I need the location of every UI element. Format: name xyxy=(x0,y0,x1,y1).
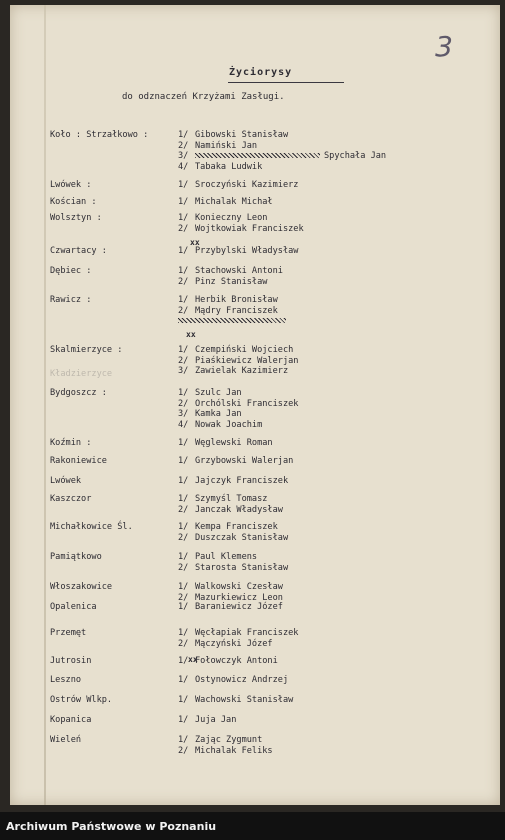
list-item xyxy=(178,180,298,191)
typed-x-mark: xx xyxy=(186,330,196,339)
name-list xyxy=(178,295,290,327)
list-item xyxy=(178,151,386,162)
list-item xyxy=(178,388,298,399)
awardee-name: Sroczyński Kazimierz xyxy=(195,180,299,190)
location-label: Koło : Strzałkowo : xyxy=(50,130,149,140)
list-item xyxy=(178,266,283,277)
item-number: 1/ xyxy=(178,494,189,504)
awardee-name: Janczak Władysław xyxy=(195,504,283,515)
awardee-name: Zawielak Kazimierz xyxy=(195,366,289,376)
list-item xyxy=(178,295,290,306)
awardee-name: Węglewski Roman xyxy=(195,438,273,448)
list-item xyxy=(178,639,298,650)
name-list xyxy=(178,213,304,234)
awardee-name: Walkowski Czesław xyxy=(195,582,283,592)
awardee-name: Kempa Franciszek xyxy=(195,522,278,532)
awardee-name: Mazurkiewicz Leon xyxy=(195,592,283,603)
name-list xyxy=(178,246,298,257)
item-number: 2/ xyxy=(178,745,189,756)
list-item xyxy=(178,130,386,141)
list-item xyxy=(178,420,298,431)
list-item xyxy=(178,345,298,356)
location-label: Ostrów Wlkp. xyxy=(50,695,113,705)
list-item xyxy=(178,582,283,593)
name-list xyxy=(178,628,298,649)
item-number: 2/ xyxy=(178,355,189,366)
name-list xyxy=(178,456,293,467)
location-label: Lwówek xyxy=(50,476,82,486)
location-label: Skalmierzyce : xyxy=(50,345,123,355)
page-number: 3 xyxy=(435,30,453,63)
list-item xyxy=(178,505,283,516)
name-list xyxy=(178,582,283,603)
name-list xyxy=(178,715,236,726)
awardee-name: Ostynowicz Andrzej xyxy=(195,675,289,685)
item-number: 2/ xyxy=(178,223,189,234)
awardee-name: Gibowski Stanisław xyxy=(195,130,289,140)
name-list xyxy=(178,197,273,208)
item-number: 2/ xyxy=(178,305,189,316)
awardee-name: Przybylski Władysław xyxy=(195,246,299,256)
struck-out-line xyxy=(178,316,290,327)
name-list xyxy=(178,695,293,706)
name-list xyxy=(178,522,288,543)
awardee-name: Piaśkiewicz Walerjan xyxy=(195,355,299,366)
list-item xyxy=(178,456,293,467)
item-number: 1/ xyxy=(178,552,189,562)
faded-location: Kładzierzyce xyxy=(50,369,113,379)
list-item xyxy=(178,246,298,257)
awardee-name: Nowak Joachim xyxy=(195,419,263,430)
location-label: Bydgoszcz : xyxy=(50,388,107,398)
location-label: Opalenica xyxy=(50,602,97,612)
name-list xyxy=(178,345,298,377)
awardee-name: Wachowski Stanisław xyxy=(195,695,294,705)
location-label: Jutrosin xyxy=(50,656,92,666)
item-number: 2/ xyxy=(178,638,189,649)
list-item xyxy=(178,494,283,505)
awardee-name: Juja Jan xyxy=(195,715,237,725)
awardee-name: Grzybowski Walerjan xyxy=(195,456,294,466)
location-label: Przemęt xyxy=(50,628,87,638)
list-item xyxy=(178,602,283,613)
item-number: 1/ xyxy=(178,582,189,592)
list-item xyxy=(178,746,273,757)
item-number: 1/ xyxy=(178,735,189,745)
awardee-name: Pinz Stanisław xyxy=(195,276,268,287)
item-number: 2/ xyxy=(178,140,189,151)
location-label: Lwówek : xyxy=(50,180,92,190)
item-number: 1/ xyxy=(178,456,189,466)
location-label: Koźmin : xyxy=(50,438,92,448)
list-item xyxy=(178,162,386,173)
item-number: 1/ xyxy=(178,656,189,666)
location-label: Kościan : xyxy=(50,197,97,207)
awardee-name: Szulc Jan xyxy=(195,388,242,398)
list-item xyxy=(178,715,236,726)
item-number: 1/ xyxy=(178,476,189,486)
item-number: 1/ xyxy=(178,715,189,725)
awardee-name: Tabaka Ludwik xyxy=(195,161,263,172)
location-label: Kopanica xyxy=(50,715,92,725)
item-number: 2/ xyxy=(178,504,189,515)
location-label: Rawicz : xyxy=(50,295,92,305)
item-number: 2/ xyxy=(178,562,189,573)
item-number: 1/ xyxy=(178,295,189,305)
awardee-name: Jajczyk Franciszek xyxy=(195,476,289,486)
awardee-name: Fołowczyk Antoni xyxy=(195,656,278,666)
item-number: 2/ xyxy=(178,398,189,409)
list-item xyxy=(178,522,288,533)
name-list xyxy=(178,552,288,573)
awardee-name: Zając Zygmunt xyxy=(195,735,263,745)
item-number: 3/ xyxy=(178,409,189,419)
item-number: 1/ xyxy=(178,180,189,190)
awardee-name: Baraniewicz Józef xyxy=(195,602,283,612)
struck-out-name xyxy=(178,318,286,323)
awardee-name: Namiński Jan xyxy=(195,140,258,151)
location-label: Leszno xyxy=(50,675,82,685)
awardee-name: Herbik Bronisław xyxy=(195,295,278,305)
location-label: Wolsztyn : xyxy=(50,213,102,223)
archive-footer xyxy=(0,812,505,840)
awardee-name: Kamka Jan xyxy=(195,409,242,419)
list-item xyxy=(178,141,386,152)
awardee-name: Michalak Feliks xyxy=(195,745,273,756)
awardee-name: Orchólski Franciszek xyxy=(195,398,299,409)
awardee-name: Starosta Stanisław xyxy=(195,562,289,573)
list-item xyxy=(178,675,288,686)
name-list xyxy=(178,266,283,287)
document-subtitle: do odznaczeń Krzyżami Zasługi. xyxy=(122,92,285,102)
location-label: Rakoniewice xyxy=(50,456,107,466)
item-number: 1/ xyxy=(178,266,189,276)
location-label: Czwartacy : xyxy=(50,246,107,256)
typed-x-mark: xx xyxy=(190,238,200,247)
document-title: Życiorysy xyxy=(229,67,293,78)
list-item xyxy=(178,197,273,208)
title-underline xyxy=(228,82,344,83)
item-number: 1/ xyxy=(178,197,189,207)
name-list xyxy=(178,438,273,449)
list-item xyxy=(178,695,293,706)
awardee-name: Stachowski Antoni xyxy=(195,266,283,276)
list-item xyxy=(178,213,304,224)
typed-x-mark: xx xyxy=(188,655,198,664)
name-list xyxy=(178,602,283,613)
item-number: 1/ xyxy=(178,695,189,705)
item-number: 1/ xyxy=(178,522,189,532)
name-list xyxy=(178,735,273,756)
list-item xyxy=(178,476,288,487)
list-item xyxy=(178,628,298,639)
list-item xyxy=(178,552,288,563)
awardee-name: Mączyński Józef xyxy=(195,638,273,649)
item-number: 2/ xyxy=(178,592,189,603)
location-label: Kaszczor xyxy=(50,494,92,504)
location-label: Włoszakowice xyxy=(50,582,113,592)
location-label: Wieleń xyxy=(50,735,82,745)
struck-out-name xyxy=(195,153,320,158)
name-list xyxy=(178,675,288,686)
item-number: 3/ xyxy=(178,366,189,376)
name-list xyxy=(178,476,288,487)
awardee-name: Mądry Franciszek xyxy=(195,305,278,316)
name-list xyxy=(178,494,283,515)
archive-name: Archiwum Państwowe w Poznaniu xyxy=(6,819,217,833)
location-label: Pamiątkowo xyxy=(50,552,102,562)
awardee-name: Konieczny Leon xyxy=(195,213,268,223)
item-number: 1/ xyxy=(178,602,189,612)
item-number: 3/ xyxy=(178,151,189,161)
name-list xyxy=(178,180,298,191)
page-fold xyxy=(44,5,46,805)
name-list xyxy=(178,130,386,172)
location-label: Dębiec : xyxy=(50,266,92,276)
list-item xyxy=(178,277,283,288)
awardee-name: Duszczak Stanisław xyxy=(195,532,289,543)
list-item xyxy=(178,306,290,317)
list-item xyxy=(178,399,298,410)
list-item xyxy=(178,735,273,746)
list-item xyxy=(178,563,288,574)
awardee-name: Spychała Jan xyxy=(324,151,387,161)
item-number: 1/ xyxy=(178,130,189,140)
item-number: 1/ xyxy=(178,246,189,256)
awardee-name: Szymyśl Tomasz xyxy=(195,494,268,504)
location-label: Michałkowice Śl. xyxy=(50,522,133,532)
item-number: 1/ xyxy=(178,213,189,223)
item-number: 1/ xyxy=(178,438,189,448)
item-number: 1/ xyxy=(178,675,189,685)
awardee-name: Czempiński Wojciech xyxy=(195,345,294,355)
list-item xyxy=(178,366,298,377)
name-list xyxy=(178,388,298,430)
item-number: 1/ xyxy=(178,628,189,638)
list-item xyxy=(178,438,273,449)
list-item xyxy=(178,356,298,367)
item-number: 1/ xyxy=(178,388,189,398)
item-number: 4/ xyxy=(178,161,189,172)
awardee-name: Wojtkowiak Franciszek xyxy=(195,223,304,234)
list-item xyxy=(178,533,288,544)
awardee-name: Węcłapiak Franciszek xyxy=(195,628,299,638)
item-number: 4/ xyxy=(178,419,189,430)
item-number: 2/ xyxy=(178,276,189,287)
awardee-name: Michalak Michał xyxy=(195,197,273,207)
item-number: 2/ xyxy=(178,532,189,543)
list-item xyxy=(178,409,298,420)
item-number: 1/ xyxy=(178,345,189,355)
awardee-name: Paul Klemens xyxy=(195,552,258,562)
list-item xyxy=(178,224,304,235)
